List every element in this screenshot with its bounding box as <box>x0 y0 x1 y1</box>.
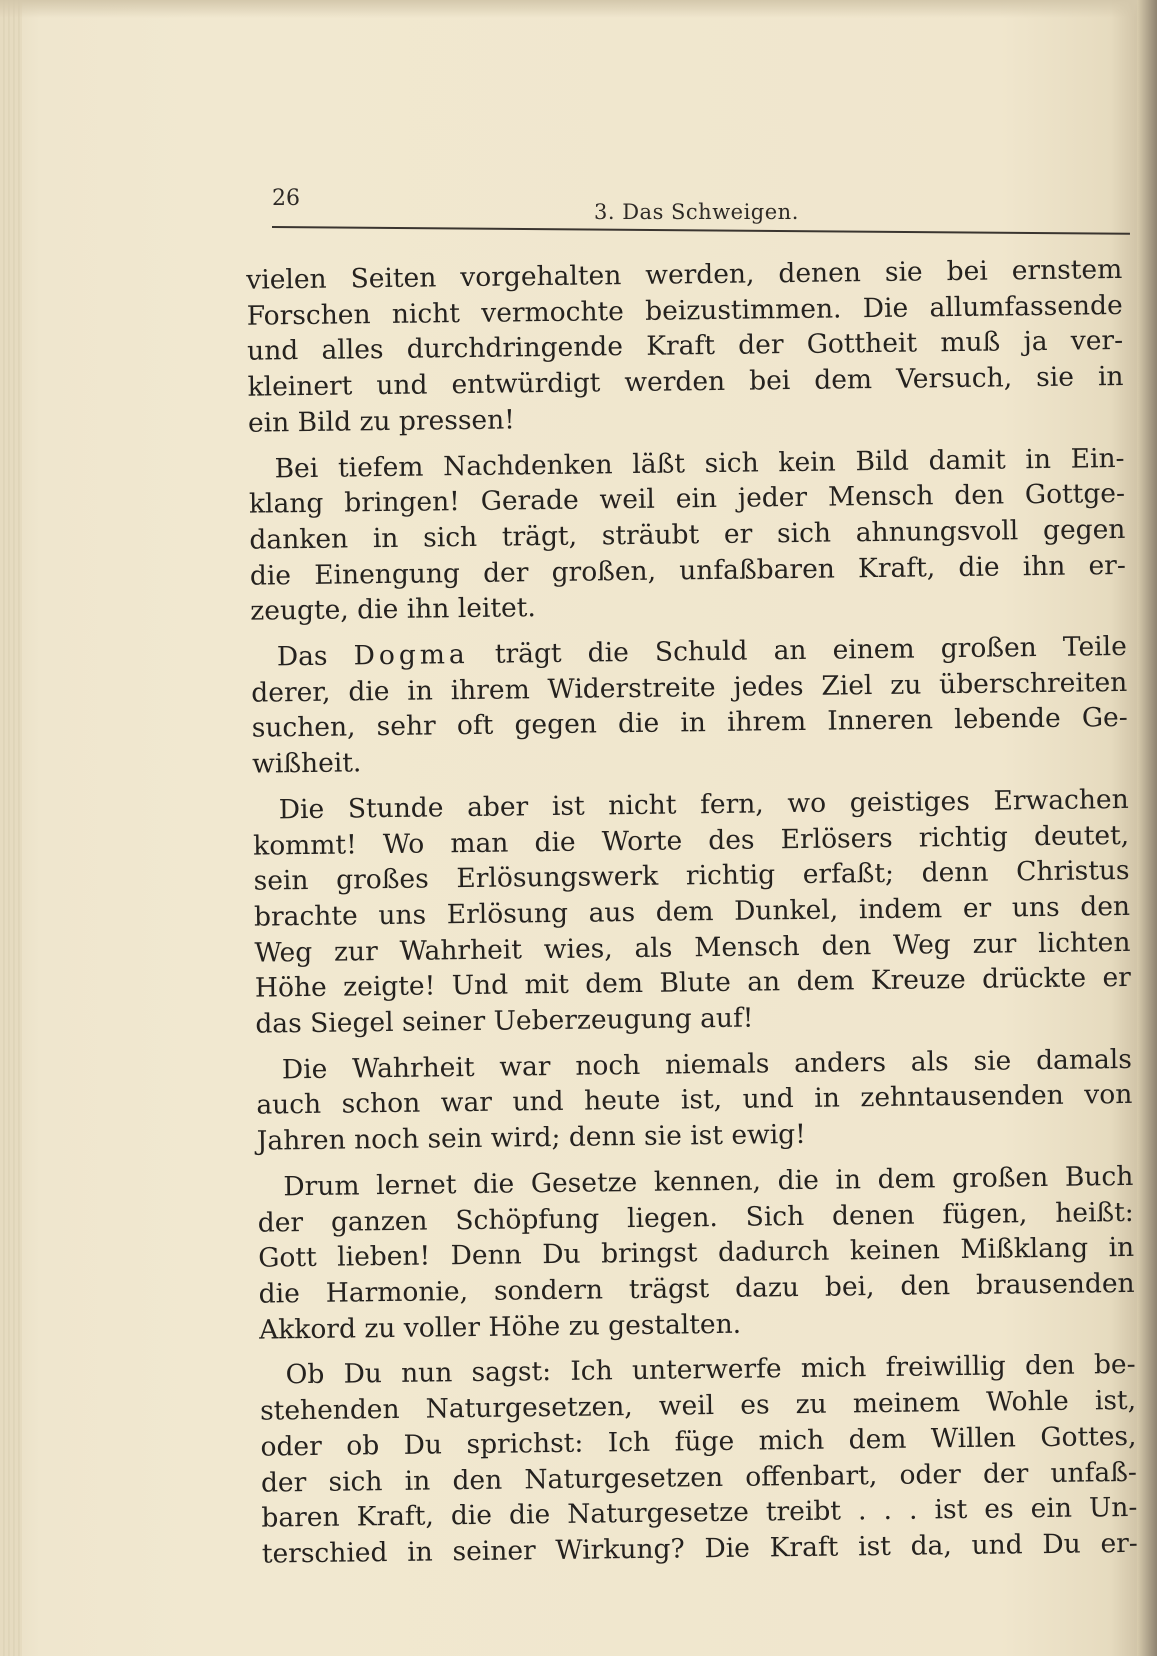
paragraph-3 <box>251 629 1129 783</box>
text-line: sein großes Erlösungswerk richtig erfaßt; denn Christus <box>253 855 1130 897</box>
text-line: der sich in den Naturgesetzen offenbart, oder der unfaß- <box>260 1456 1138 1499</box>
text-line: Die Wahrheit war noch niemals anders als sie damals <box>281 1043 1133 1086</box>
text-line: ein Bild zu pressen! <box>247 404 516 439</box>
text-line: Bei tiefem Nachdenken läßt sich kein Bild damit in Ein- <box>274 442 1125 484</box>
body-text <box>246 252 1138 1582</box>
page-header <box>272 186 1130 234</box>
text-line: Drum lernet die Gesetze kennen, die in dem großen Buch <box>283 1160 1134 1203</box>
text-line: Gott lieben! Denn Du bringst dadurch keinen Mißklang in <box>258 1232 1135 1274</box>
text-line: stehenden Naturgesetzen, weil es zu meinem Wohle ist, <box>259 1385 1137 1427</box>
text-line: Akkord zu voller Höhe zu gestalten. <box>258 1308 742 1346</box>
text-line: oder ob Du sprichst: Ich füge mich dem Willen Gottes, <box>260 1420 1137 1463</box>
text-line: kommt! Wo man die Worte des Erlösers richtig deutet, <box>252 819 1130 862</box>
header-rule <box>272 226 1130 235</box>
text-line: Die Stunde aber ist nicht fern, wo geistiges Erwachen <box>278 783 1129 826</box>
text-line: kleinert und entwürdigt werden bei dem Versuch, sie in <box>247 361 1124 403</box>
text-line: der ganzen Schöpfung liegen. Sich denen fügen, heißt: <box>257 1196 1134 1239</box>
page-stack-edge-left <box>0 0 22 1656</box>
text-line: vielen Seiten vorgehalten werden, denen sie bei ernstem <box>246 253 1123 296</box>
text-line: suchen, sehr oft gegen die in ihrem Inneren lebende Ge- <box>251 702 1128 745</box>
text-line: die Einengung der großen, unfaßbaren Kraft, die ihn er- <box>249 549 1127 592</box>
text-line: Forschen nicht vermochte beizustimmen. Die allumfassende <box>246 289 1123 332</box>
text-line: terschied in seiner Wirkung? Die Kraft ist da, und Du er- <box>261 1527 1138 1570</box>
paragraph-5 <box>256 1042 1133 1160</box>
page-gutter-shadow <box>1137 0 1157 1656</box>
paragraph-6 <box>257 1159 1135 1348</box>
text-line: Ob Du nun sagst: Ich unterwerfe mich freiwillig den be- <box>285 1349 1136 1391</box>
text-line: derer, die in ihrem Widerstreite jedes Ziel zu überschreiten <box>251 666 1128 709</box>
text-line: Weg zur Wahrheit wies, als Mensch den Weg zur lichten <box>254 926 1131 969</box>
paragraph-7 <box>259 1347 1138 1572</box>
text-line: und alles durchdringende Kraft der Gottheit muß ja ver- <box>246 325 1124 368</box>
text-line: wißheit. <box>252 747 362 780</box>
text-line: die Harmonie, sondern trägst dazu bei, den brausenden <box>258 1267 1135 1310</box>
paragraph-1 <box>246 252 1124 441</box>
first-word: Das <box>276 640 328 673</box>
page-number: 26 <box>272 186 300 211</box>
text-line: danken in sich trägt, sträubt er sich ahnungsvoll gegen <box>249 513 1126 556</box>
running-head: 3. Das Schweigen. <box>594 200 799 224</box>
text-line: brachte uns Erlösung aus dem Dunkel, indem er uns den <box>253 890 1131 933</box>
text-line: Höhe zeigte! Und mit dem Blute an dem Kreuze drückte er <box>254 962 1132 1005</box>
text-line: das Siegel seiner Ueberzeugung auf! <box>255 1002 754 1040</box>
text-line: auch schon war und heute ist, und in zehntausenden von <box>256 1079 1133 1122</box>
paragraph-2 <box>248 441 1126 630</box>
text-line: Jahren noch sein wird; denn sie ist ewig! <box>256 1119 807 1157</box>
text-line: zeugte, die ihn leitet. <box>250 592 536 628</box>
text-line: baren Kraft, die die Naturgesetze treibt . . . ist es ein Un- <box>261 1492 1138 1534</box>
spaced-word-dogma: Dogma <box>353 639 469 672</box>
paragraph-4 <box>253 782 1132 1043</box>
text-line: klang bringen! Gerade weil ein jeder Mensch den Gottge- <box>248 478 1126 520</box>
page-top-shadow <box>0 0 1157 18</box>
line-remainder: trägt die Schuld an einem großen Teile <box>494 631 1127 670</box>
